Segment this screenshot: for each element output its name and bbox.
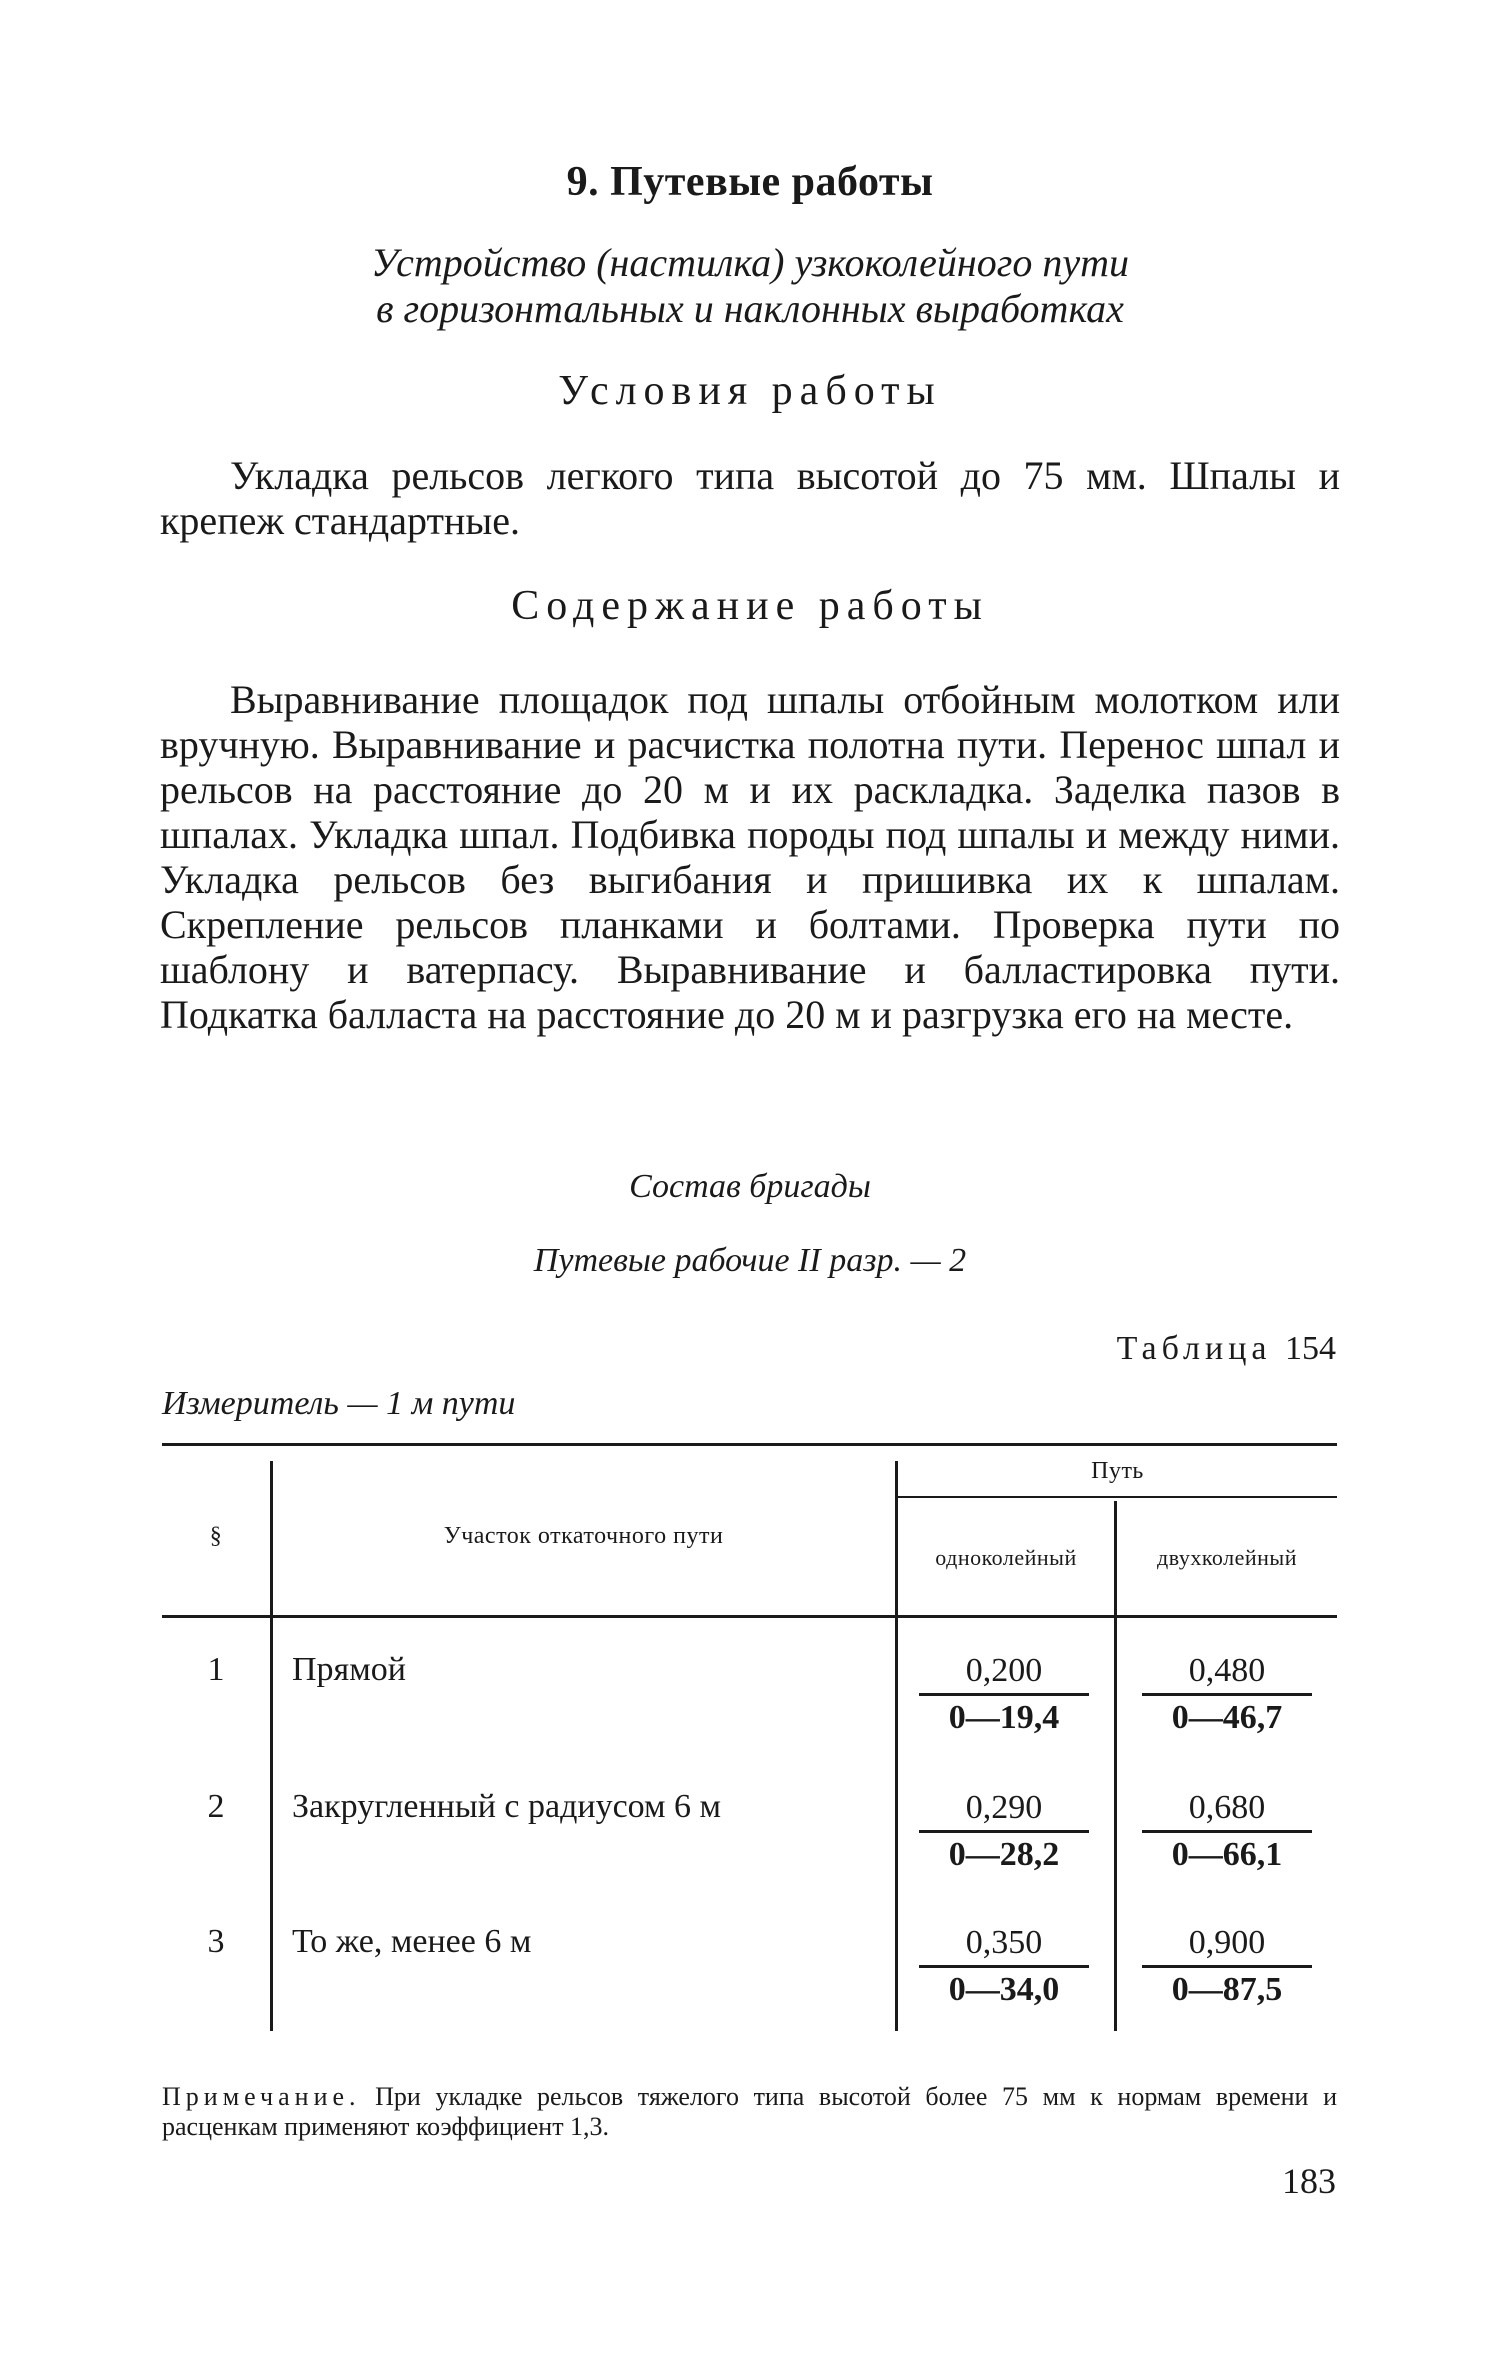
- row-1-single-rate: 0—19,4: [948, 1699, 1060, 1736]
- row-1-single-time: 0,200: [965, 1652, 1043, 1689]
- header-track: Путь: [1091, 1458, 1144, 1484]
- table-label-word: Таблица: [1116, 1330, 1272, 1367]
- subtitle-line-1: Устройство (настилка) узкоколейного пути: [371, 240, 1129, 285]
- header-single: одноколейный: [935, 1545, 1077, 1570]
- header-segment: Участок откаточного пути: [443, 1523, 724, 1549]
- row-3-label: То же, менее 6 м: [292, 1923, 532, 1960]
- table-label: [1117, 1330, 1336, 1368]
- norms-table: [162, 1443, 1337, 2043]
- row-3-single-rate: 0—34,0: [948, 1971, 1060, 2008]
- brigade-text: Путевые рабочие II разр. — 2: [533, 1242, 967, 1279]
- table-label-number: 154: [1285, 1330, 1336, 1367]
- row-2-double-rate: 0—66,1: [1171, 1836, 1283, 1873]
- row-3-double: [1142, 1923, 1312, 2010]
- row-1-double-rate: 0—46,7: [1171, 1699, 1283, 1736]
- conditions-heading: Условия работы: [558, 368, 942, 414]
- note-label: Примечание.: [162, 2082, 361, 2111]
- note-text: При укладке рельсов тяжелого типа высотой более 75 мм к нормам времени и расценкам применяют коэффициент 1,3.: [162, 2082, 1337, 2141]
- row-2-single: [919, 1788, 1089, 1875]
- table-note: [162, 2082, 1337, 2142]
- row-2-double-time: 0,680: [1188, 1789, 1266, 1826]
- header-bottom-rule: [162, 1615, 1337, 1618]
- row-2-single-rate: 0—28,2: [948, 1836, 1060, 1873]
- row-2-num: 2: [207, 1788, 225, 1825]
- brigade-title: Состав бригады: [629, 1168, 871, 1205]
- row-1-double-time: 0,480: [1188, 1652, 1266, 1689]
- page-number: 183: [1282, 2161, 1336, 2201]
- row-2-double: [1142, 1788, 1312, 1875]
- subtitle-line-2: в горизонтальных и наклонных выработках: [376, 286, 1124, 331]
- row-1-double: [1142, 1651, 1312, 1738]
- header-double: двухколейный: [1157, 1545, 1297, 1570]
- section-subtitle: [160, 240, 1340, 332]
- section-title: 9. Путевые работы: [566, 159, 934, 205]
- row-1-label: Прямой: [292, 1651, 406, 1688]
- content-heading: Содержание работы: [511, 583, 989, 629]
- row-1-num: 1: [207, 1651, 225, 1688]
- row-3-single-time: 0,350: [965, 1924, 1043, 1961]
- header-section: §: [209, 1523, 223, 1549]
- row-3-double-rate: 0—87,5: [1171, 1971, 1283, 2008]
- row-2-label: Закругленный с радиусом 6 м: [292, 1788, 722, 1825]
- row-3-double-time: 0,900: [1188, 1924, 1266, 1961]
- conditions-text: Укладка рельсов легкого типа высотой до 75 мм. Шпалы и крепеж стандартные.: [160, 453, 1340, 543]
- row-1-single: [919, 1651, 1089, 1738]
- content-text: Выравнивание площадок под шпалы отбойным молотком или вручную. Выравнивание и расчистка полотна пути. Перенос шпал и рельсов на расстояние до 20 м и их раскладка. Заделка пазов в шпалах. Укладка шпал. Подбивка породы под шпалы и между ними. Укладка рельсов без выгибания и пришивка их к шпалам. Скрепление рельсов планками и болтами. Проверка пути по шаблону и ватерпасу. Выравнивание и балластировка пути. Подкатка балласта на расстояние до 20 м и разгрузка его на месте.: [160, 677, 1340, 1037]
- row-3-single: [919, 1923, 1089, 2010]
- row-2-single-time: 0,290: [965, 1789, 1043, 1826]
- track-header-rule: [897, 1496, 1337, 1498]
- col-divider-3: [1114, 1501, 1117, 2031]
- row-3-num: 3: [207, 1923, 225, 1960]
- table-measure: Измеритель — 1 м пути: [162, 1385, 516, 1422]
- table-top-rule: [162, 1443, 1337, 1446]
